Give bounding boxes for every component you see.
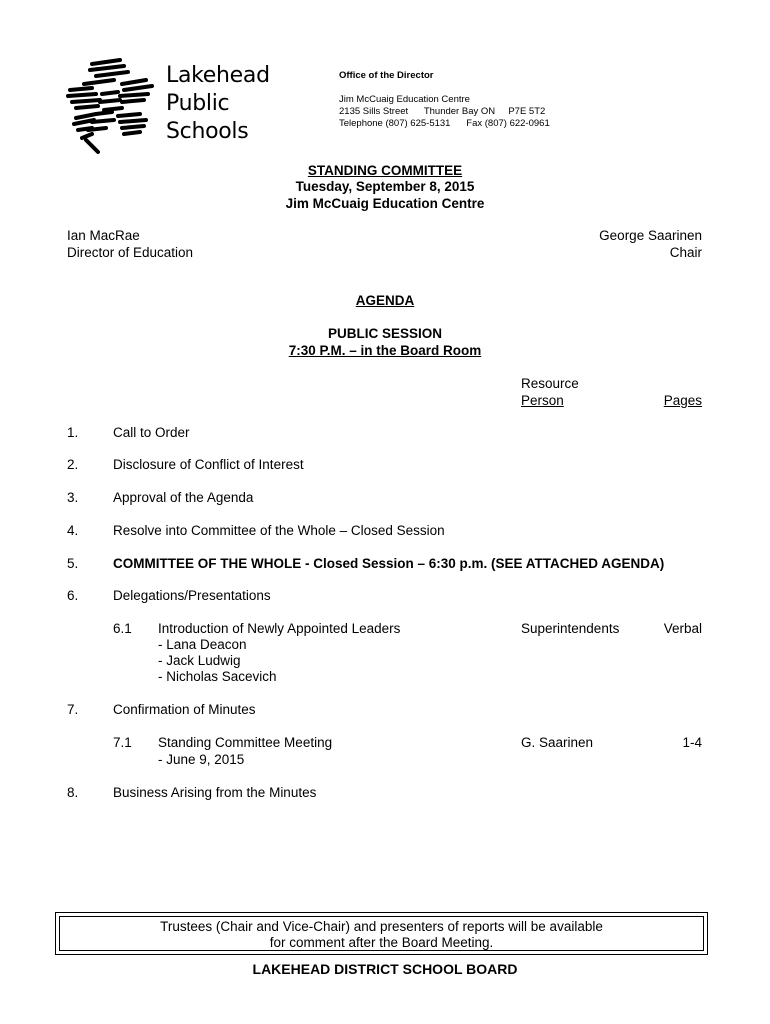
- meeting-date: Tuesday, September 8, 2015: [295, 179, 475, 194]
- agenda-item-number: 2.: [67, 457, 79, 472]
- resource-person: Superintendents: [521, 621, 620, 636]
- agenda-item-number: 4.: [67, 523, 79, 538]
- chair-name: George Saarinen: [599, 228, 702, 243]
- agenda-subitem-number: 6.1: [113, 621, 132, 636]
- school-board-logo: [62, 54, 270, 158]
- agenda-item: Confirmation of Minutes: [113, 702, 256, 717]
- agenda-item: Resolve into Committee of the Whole – Closed Session: [113, 523, 445, 538]
- session-time: 7:30 P.M. – in the Board Room: [288, 343, 482, 358]
- office-address-line: 2135 Sills Street Thunder Bay ON P7E 5T2: [339, 106, 546, 117]
- office-phone-line: Telephone (807) 625-5131 Fax (807) 622-0961: [339, 118, 550, 129]
- agenda-item-number: 7.: [67, 702, 79, 717]
- agenda-item: COMMITTEE OF THE WHOLE - Closed Session – 6:30 p.m. (SEE ATTACHED AGENDA): [113, 556, 665, 571]
- office-address-block: [339, 70, 550, 130]
- trustees-notice-box: [55, 912, 708, 955]
- logo-text-public: Public: [166, 91, 230, 116]
- agenda-item: Delegations/Presentations: [113, 588, 271, 603]
- agenda-subitem-detail: - Lana Deacon: [158, 637, 247, 652]
- resource-column-header: Resource: [521, 376, 579, 391]
- logo-text-lakehead: Lakehead: [166, 63, 270, 88]
- agenda-item: Call to Order: [113, 425, 190, 440]
- agenda-subitem-detail: - Jack Ludwig: [158, 653, 241, 668]
- meeting-location: Jim McCuaig Education Centre: [285, 196, 485, 211]
- person-column-header: Person: [521, 393, 564, 408]
- agenda-subitem: Introduction of Newly Appointed Leaders: [158, 621, 401, 636]
- logo-star-icon: [62, 54, 162, 158]
- pages-column-header: Pages: [663, 393, 702, 408]
- pages-value: 1-4: [682, 735, 702, 750]
- agenda-subitem-number: 7.1: [113, 735, 132, 750]
- notice-text: [56, 919, 707, 951]
- notice-line: Trustees (Chair and Vice-Chair) and presenters of reports will be available: [160, 919, 603, 934]
- director-role: Director of Education: [67, 245, 194, 260]
- agenda-item: Business Arising from the Minutes: [113, 785, 317, 800]
- committee-title: STANDING COMMITTEE: [307, 163, 463, 178]
- agenda-item-number: 8.: [67, 785, 79, 800]
- office-title: Office of the Director: [339, 70, 434, 81]
- pages-value: Verbal: [663, 621, 702, 636]
- agenda-title: AGENDA: [355, 293, 415, 308]
- agenda-subitem: Standing Committee Meeting: [158, 735, 333, 750]
- resource-person: G. Saarinen: [521, 735, 594, 750]
- director-name: Ian MacRae: [67, 228, 140, 243]
- agenda-item-number: 3.: [67, 490, 79, 505]
- chair-role: Chair: [669, 245, 702, 260]
- board-footer-title: LAKEHEAD DISTRICT SCHOOL BOARD: [252, 961, 518, 977]
- agenda-item-number: 1.: [67, 425, 79, 440]
- office-address-line: Jim McCuaig Education Centre: [339, 94, 470, 105]
- agenda-item-number: 6.: [67, 588, 79, 603]
- agenda-item: Approval of the Agenda: [113, 490, 254, 505]
- agenda-subitem-detail: - Nicholas Sacevich: [158, 669, 277, 684]
- agenda-item: Disclosure of Conflict of Interest: [113, 457, 304, 472]
- logo-text-schools: Schools: [166, 119, 249, 144]
- session-title: PUBLIC SESSION: [327, 326, 443, 341]
- agenda-item-number: 5.: [67, 556, 79, 571]
- agenda-subitem-detail: - June 9, 2015: [158, 752, 245, 767]
- notice-line: for comment after the Board Meeting.: [269, 935, 494, 950]
